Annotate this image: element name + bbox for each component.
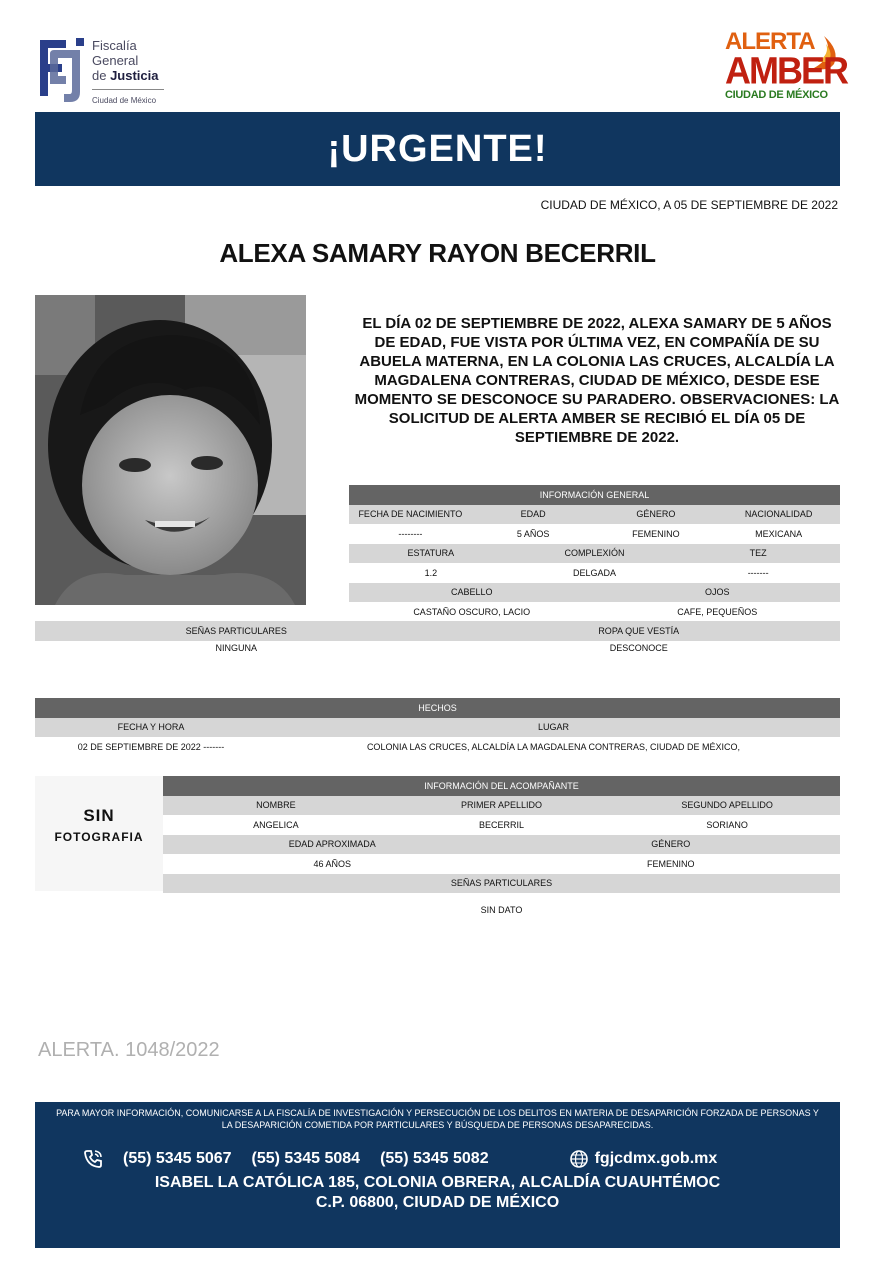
value-cabello: CASTAÑO OSCURO, LACIO xyxy=(413,606,531,617)
hechos-headers xyxy=(35,718,840,738)
general-info-row1-values xyxy=(349,524,840,544)
general-info-title-row xyxy=(349,485,840,505)
date-line: CIUDAD DE MÉXICO, A 05 DE SEPTIEMBRE DE 2022 xyxy=(540,198,838,212)
value-nacionalidad: MEXICANA xyxy=(755,528,803,539)
hechos-title-row xyxy=(35,698,840,718)
header-complexion: COMPLEXIÓN xyxy=(564,548,625,559)
phone-1[interactable]: (55) 5345 5067 xyxy=(123,1150,232,1167)
header-genero: GÉNERO xyxy=(636,509,676,520)
alerta-amber-logo xyxy=(725,28,847,110)
companion-row2-values xyxy=(163,854,840,874)
header-cabello: CABELLO xyxy=(450,587,493,598)
footer-info-text: PARA MAYOR INFORMACIÓN, COMUNICARSE A LA FISCALÍA DE INVESTIGACIÓN Y PERSECUCIÓN DE LOS DELITOS EN MATERIA DE DESAPARICIÓN FORZADA DE PERSONAS Y LA DESAPARICIÓN COMETIDA POR PARTICULARES Y BÚSQUEDA DE PERSONAS DESAPARECIDAS. xyxy=(56,1108,819,1130)
missing-person-photo xyxy=(35,295,306,605)
hechos-values xyxy=(35,737,840,757)
header-tez: TEZ xyxy=(749,548,767,559)
header-genero-acompanante: GÉNERO xyxy=(651,839,691,850)
address-line1: ISABEL LA CATÓLICA 185, COLONIA OBRERA, ALCALDÍA CUAUHTÉMOC xyxy=(154,1174,721,1191)
header-senas-particulares: SEÑAS PARTICULARES xyxy=(185,625,287,636)
no-photo-line2: FOTOGRAFIA xyxy=(54,830,144,844)
alert-number: ALERTA. 1048/2022 xyxy=(38,1039,220,1061)
header-senas-acompanante: SEÑAS PARTICULARES xyxy=(450,878,553,889)
value-edad: 5 AÑOS xyxy=(516,528,550,539)
header-edad: EDAD xyxy=(520,509,546,520)
header-edad-aproximada: EDAD APROXIMADA xyxy=(288,839,376,850)
urgent-banner-text: ¡URGENTE! xyxy=(327,127,548,170)
senas-table xyxy=(35,621,840,655)
fgj-line3-bold: Justicia xyxy=(110,68,159,83)
fgj-logo-text xyxy=(92,38,164,108)
companion-row1-headers xyxy=(163,796,840,816)
amber-line3: CIUDAD DE MÉXICO xyxy=(725,89,828,101)
companion-title: INFORMACIÓN DEL ACOMPAÑANTE xyxy=(424,780,579,791)
value-nombre: ANGELICA xyxy=(253,819,299,830)
hechos-table xyxy=(35,698,840,757)
footer-contact-row xyxy=(35,1149,840,1169)
companion-row3-value xyxy=(163,893,840,915)
fgj-line1: Fiscalía xyxy=(92,38,137,53)
general-info-row1-headers xyxy=(349,505,840,525)
phone-2[interactable]: (55) 5345 5084 xyxy=(251,1150,361,1167)
senas-values xyxy=(35,641,840,655)
header-fecha-hora: FECHA Y HORA xyxy=(117,722,185,733)
general-info-title: INFORMACIÓN GENERAL xyxy=(539,489,650,500)
globe-icon xyxy=(569,1149,589,1169)
companion-info-table xyxy=(163,776,840,915)
no-photo-line1: SIN xyxy=(83,806,115,825)
fgj-line4: Ciudad de México xyxy=(92,89,164,108)
fgj-emblem-icon xyxy=(36,36,88,104)
case-description: EL DÍA 02 DE SEPTIEMBRE DE 2022, ALEXA SAMARY DE 5 AÑOS DE EDAD, FUE VISTA POR ÚLTIMA VEZ, EN COMPAÑÍA DE SU ABUELA MATERNA, EN LA COLONIA LAS CRUCES, ALCALDÍA LA MAGDALENA CONTRERAS, CIUDAD DE MÉXICO, DESDE ESE MOMENTO SE DESCONOCE SU PARADERO. OBSERVACIONES: LA SOLICITUD DE ALERTA AMBER SE RECIBIÓ EL DÍA 05 DE SEPTIEMBRE DE 2022. xyxy=(354,315,840,446)
general-info-row2-headers xyxy=(349,544,840,564)
value-estatura: 1.2 xyxy=(424,567,438,578)
phone-icon xyxy=(83,1149,103,1169)
general-info-row3-values xyxy=(349,602,840,622)
phone-list xyxy=(83,1149,489,1169)
value-ropa: DESCONOCE xyxy=(609,642,668,653)
amber-line2: AMBER xyxy=(725,48,847,92)
general-info-table xyxy=(349,485,840,622)
urgent-banner xyxy=(35,112,840,186)
value-fecha-hora: 02 DE SEPTIEMBRE DE 2022 ------- xyxy=(77,741,225,752)
value-edad-aproximada: 46 AÑOS xyxy=(313,858,352,869)
header-nombre: NOMBRE xyxy=(256,800,296,811)
value-genero-acompanante: FEMENINO xyxy=(646,858,695,869)
general-info-row3-headers xyxy=(349,583,840,603)
value-genero: FEMENINO xyxy=(632,528,680,539)
value-senas-acompanante: SIN DATO xyxy=(480,905,523,915)
website-link[interactable] xyxy=(569,1149,718,1169)
header-nacionalidad: NACIONALIDAD xyxy=(744,509,813,520)
value-segundo-apellido: SORIANO xyxy=(706,819,748,830)
fgj-line2: General xyxy=(92,53,139,68)
value-senas-particulares: NINGUNA xyxy=(215,642,257,653)
no-photo-placeholder xyxy=(35,776,163,891)
footer-address xyxy=(35,1173,840,1213)
value-lugar: COLONIA LAS CRUCES, ALCALDÍA LA MAGDALENA CONTRERAS, CIUDAD DE MÉXICO, xyxy=(366,741,741,752)
value-primer-apellido: BECERRIL xyxy=(479,819,525,830)
header-segundo-apellido: SEGUNDO APELLIDO xyxy=(681,800,773,811)
address-line2: C.P. 06800, CIUDAD DE MÉXICO xyxy=(315,1194,560,1211)
value-fecha-nacimiento: -------- xyxy=(398,528,423,539)
companion-row3-header xyxy=(163,874,840,894)
header-lugar: LUGAR xyxy=(537,722,569,733)
amber-line1: ALERTA xyxy=(725,28,815,55)
header-primer-apellido: PRIMER APELLIDO xyxy=(460,800,543,811)
senas-headers xyxy=(35,621,840,641)
companion-title-row xyxy=(163,776,840,796)
companion-row1-values xyxy=(163,815,840,835)
header-ropa: ROPA QUE VESTÍA xyxy=(598,625,680,636)
header-fecha-nacimiento: FECHA DE NACIMIENTO xyxy=(358,509,463,520)
phone-3[interactable]: (55) 5345 5082 xyxy=(380,1150,489,1167)
value-complexion: DELGADA xyxy=(573,567,617,578)
contact-footer xyxy=(35,1102,840,1248)
hechos-title: HECHOS xyxy=(418,702,457,713)
header-ojos: OJOS xyxy=(704,587,730,598)
value-tez: ------- xyxy=(747,567,769,578)
person-name: ALEXA SAMARY RAYON BECERRIL xyxy=(219,238,656,268)
fgj-logo xyxy=(36,36,186,108)
header-estatura: ESTATURA xyxy=(407,548,455,559)
website-text: fgjcdmx.gob.mx xyxy=(594,1150,718,1167)
general-info-row2-values xyxy=(349,563,840,583)
value-ojos: CAFE, PEQUEÑOS xyxy=(677,606,758,617)
fgj-line3-prefix: de xyxy=(92,68,111,83)
companion-row2-headers xyxy=(163,835,840,855)
